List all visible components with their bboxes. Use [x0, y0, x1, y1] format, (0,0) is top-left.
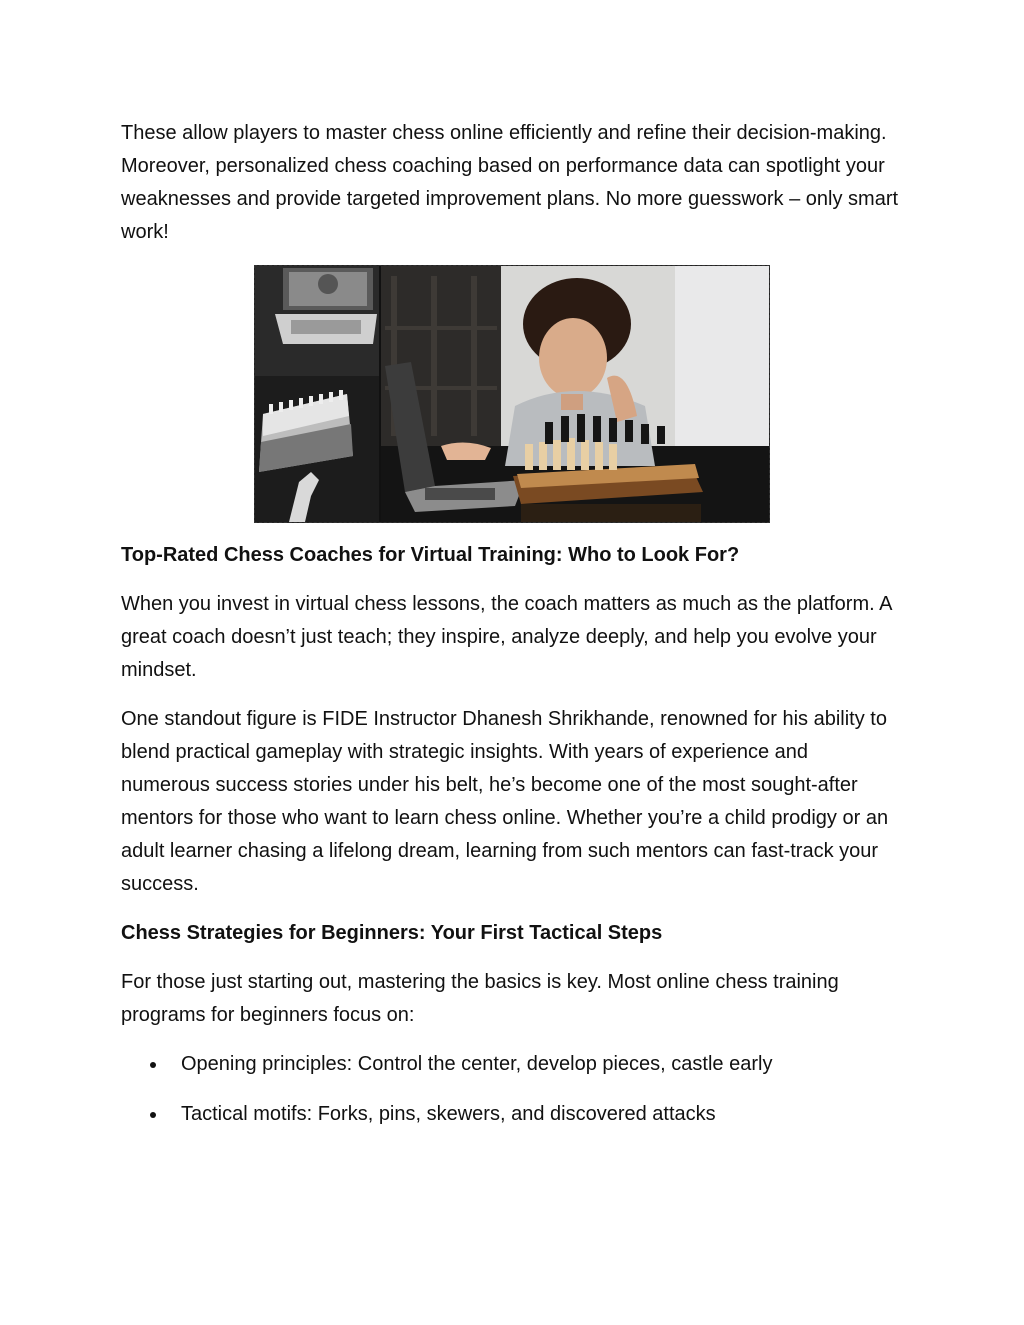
coach-paragraph-1: When you invest in virtual chess lessons, the coach matters as much as the platform. A great coach doesn’t just teach; they inspire, analyze deeply, and help you evolve your mindset. [121, 593, 892, 681]
document-body [121, 117, 901, 1148]
heading-coaches: Top-Rated Chess Coaches for Virtual Training: Who to Look For? [121, 544, 740, 566]
list-item-text: Opening principles: Control the center, develop pieces, castle early [181, 1053, 773, 1075]
intro-paragraph: These allow players to master chess online efficiently and refine their decision-making. Moreover, personalized chess coaching based on performance data can spotlight your weaknesses and provide targeted improvement plans. No more guesswork – only smart work! [121, 122, 899, 243]
bullet-icon [150, 1112, 156, 1118]
chess-photo [254, 265, 770, 523]
list-item-text: Tactical motifs: Forks, pins, skewers, and discovered attacks [181, 1103, 716, 1125]
list-item [181, 1048, 901, 1081]
bullet-icon [150, 1062, 156, 1068]
basics-list [121, 1048, 901, 1131]
list-item [181, 1098, 901, 1131]
heading-strategies: Chess Strategies for Beginners: Your First Tactical Steps [121, 922, 663, 944]
coach-paragraph-2: One standout figure is FIDE Instructor Dhanesh Shrikhande, renowned for his ability to blend practical gameplay with strategic insights. With years of experience and numerous success stories under his belt, he’s become one of the most sought-after mentors for those who want to learn chess online. Whether you’re a child prodigy or an adult learner chasing a lifelong dream, learning from such mentors can fast-track your success. [121, 708, 889, 895]
beginners-paragraph: For those just starting out, mastering the basics is key. Most online chess training programs for beginners focus on: [121, 971, 839, 1026]
